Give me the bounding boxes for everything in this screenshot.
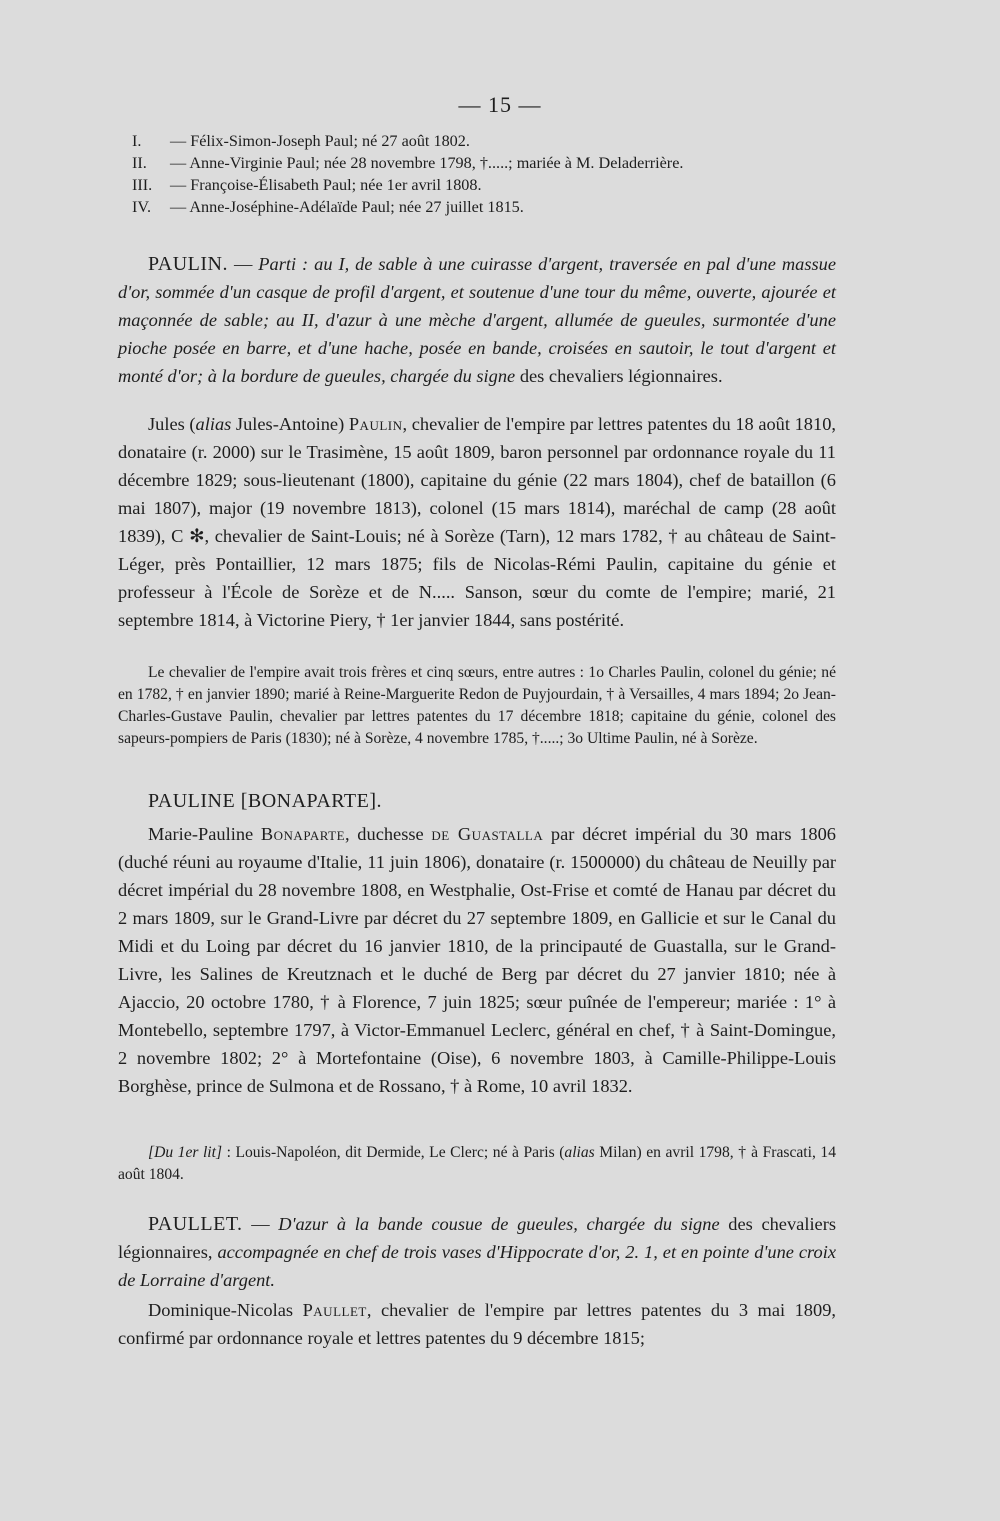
list-item-text: — Félix-Simon-Joseph Paul; né 27 août 1802. xyxy=(170,132,470,150)
pauline-note xyxy=(118,1142,836,1186)
pauline-heading-block xyxy=(118,790,836,813)
paulin-bio-text: , chevalier de l'empire par lettres patentes du 18 août 1810, donataire (r. 2000) sur le Trasimène, 15 août 1809, baron personnel par ordonnance royale du 11 décembre 1829; sous-lieutenant (1800), capitaine du génie (22 mars 1804), chef de bataillon (6 mai 1807), major (19 novembre 1813), colonel (15 mars 1814), maréchal de camp (28 août 1839), C ✻, chevalier de Saint-Louis; né à Sorèze (Tarn), 12 mars 1782, † au château de Saint-Léger, près Pontaillier, 12 mars 1875; fils de Nicolas-Rémi Paulin, capitaine du génie et professeur à l'École de Sorèze et de N..... Sanson, sœur du comte de l'empire; marié, 21 septembre 1814, à Victorine Piery, † 1er janvier 1844, sans postérité. xyxy=(118,414,836,630)
paulin-bio-surname: Paulin xyxy=(348,414,403,434)
paullet-bio-text: , chevalier de l'empire par lettres patentes du 3 mai 1809, confirmé par ordonnance royale et lettres patentes du 9 décembre 1815; xyxy=(118,1300,836,1348)
pauline-bio-surname: Bonaparte xyxy=(260,824,346,844)
list-item xyxy=(118,174,836,196)
list-item-number: III. xyxy=(132,176,153,194)
paulin-arms xyxy=(118,250,836,390)
list-item xyxy=(118,196,836,218)
paullet-arms-dash: — xyxy=(242,1214,279,1234)
paulin-biography xyxy=(118,410,836,634)
list-item-number: I. xyxy=(132,132,142,150)
list-item-number: IV. xyxy=(132,198,152,216)
paulin-arms-blazon: Parti : au I, de sable à une cuirasse d'argent, traversée en pal d'une massue d'or, sommée d'un casque de profil d'argent, et soutenue d'une tour du même, ouverte, ajourée et maçonnée de sable; au II, d'azur à une mèche d'argent, allumée de gueules, surmontée d'une pioche posée en barre, et d'une hache, posée en bande, croisées en sautoir, le tout d'argent et monté d'or; à la bordure de gueules, chargée du signe xyxy=(118,254,836,386)
paullet-biography xyxy=(118,1296,836,1352)
pauline-note-label: [Du 1er lit] xyxy=(148,1144,223,1161)
paullet-arms-blazon-2: accompagnée en chef de trois vases d'Hippocrate d'or, 2. 1, et en pointe d'une croix de Lorraine d'argent. xyxy=(118,1242,836,1290)
paullet-bio-pre: Dominique-Nicolas xyxy=(148,1300,303,1320)
pauline-bio-pre: Marie-Pauline xyxy=(148,824,261,844)
paulin-bio-pre: Jules ( xyxy=(148,414,196,434)
paulin-note-text: Le chevalier de l'empire avait trois frères et cinq sœurs, entre autres : 1o Charles Paulin, colonel du génie; né en 1782, † en janvier 1890; marié à Reine-Marguerite Redon de Puyjourdain, † à Versailles, 4 mars 1894; 2o Jean-Charles-Gustave Paulin, chevalier par lettres patentes du 17 décembre 1818; capitaine du génie, colonel des sapeurs-pompiers de Paris (1830); né à Sorèze, 4 novembre 1785, †.....; 3o Ultime Paulin, né à Sorèze. xyxy=(118,664,836,747)
page-number: — 15 — xyxy=(458,92,542,117)
list-item xyxy=(118,130,836,152)
paullet-arms xyxy=(118,1210,836,1294)
list-item-text: — Anne-Virginie Paul; née 28 novembre 1798, †.....; mariée à M. Deladerrière. xyxy=(170,154,684,172)
list-item-number: II. xyxy=(132,154,147,172)
paullet-heading: PAULLET. xyxy=(148,1213,243,1235)
paulin-note xyxy=(118,662,836,750)
pauline-bio-title: de Guastalla xyxy=(431,824,544,844)
paulin-arms-dash: — xyxy=(228,254,259,274)
list-item-text: — Françoise-Élisabeth Paul; née 1er avril 1808. xyxy=(170,176,482,194)
paullet-bio-surname: Paullet xyxy=(302,1300,367,1320)
paulin-bio-mid: Jules-Antoine) xyxy=(231,414,349,434)
paulin-heading: PAULIN. xyxy=(148,253,228,275)
children-list xyxy=(118,130,836,218)
paullet-arms-blazon-1: D'azur à la bande cousue de gueules, chargée du signe xyxy=(278,1214,720,1234)
pauline-note-end: Milan) en avril 1798, † à Frascati, 14 août 1804. xyxy=(118,1144,836,1183)
paulin-bio-alias: alias xyxy=(195,414,232,434)
pauline-biography xyxy=(118,820,836,1100)
list-item xyxy=(118,152,836,174)
pauline-note-alias: alias xyxy=(564,1144,595,1161)
pauline-bio-mid: , duchesse xyxy=(345,824,432,844)
pauline-heading: PAULINE [BONAPARTE]. xyxy=(148,790,383,812)
pauline-note-text: : Louis-Napoléon, dit Dermide, Le Clerc; né à Paris ( xyxy=(222,1144,565,1161)
paulin-arms-end: des chevaliers légionnaires. xyxy=(515,366,723,386)
list-item-text: — Anne-Joséphine-Adélaïde Paul; née 27 juillet 1815. xyxy=(170,198,524,216)
pauline-bio-text: par décret impérial du 30 mars 1806 (duché réuni au royaume d'Italie, 11 juin 1806), donataire (r. 1500000) du château de Neuilly par décret impérial du 28 novembre 1808, en Westphalie, Ost-Frise et comté de Hanau par décret du 2 mars 1809, sur le Grand-Livre par décret du 27 septembre 1809, en Gallicie et sur le Canal du Midi et du Loing par décret du 16 janvier 1810, de la principauté de Guastalla, sur le Grand-Livre, les Salines de Kreutznach et le duché de Berg par décret du 27 janvier 1810; née à Ajaccio, 20 octobre 1780, † à Florence, 7 juin 1825; sœur puînée de l'empereur; mariée : 1° à Montebello, septembre 1797, à Victor-Emmanuel Leclerc, général en chef, † à Saint-Domingue, 2 novembre 1802; 2° à Mortefontaine (Oise), 6 novembre 1803, à Camille-Philippe-Louis Borghèse, prince de Sulmona et de Rossano, † à Rome, 10 avril 1832. xyxy=(118,824,836,1096)
paullet-arms-mid: des chevaliers légionnaires, xyxy=(118,1214,836,1262)
